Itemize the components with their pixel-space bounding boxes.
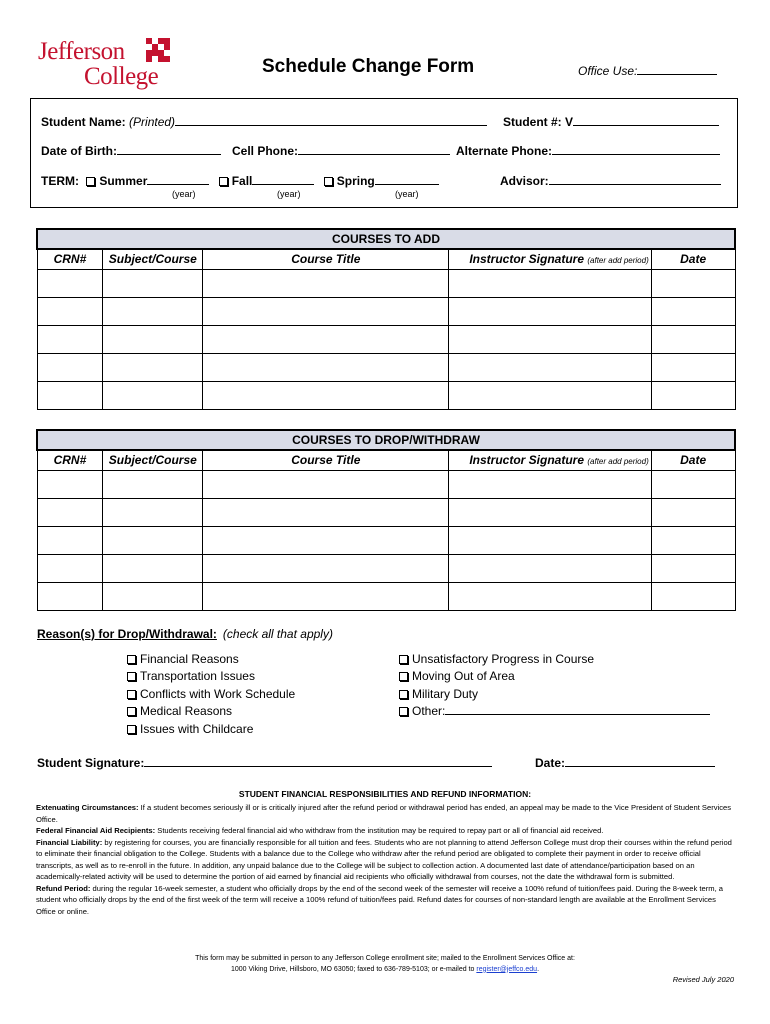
add-cell[interactable]: [449, 297, 651, 325]
reasons-heading: [37, 627, 333, 641]
drop-col-signature: [449, 450, 651, 470]
reason-checkbox[interactable]: [399, 690, 408, 699]
drop-cell[interactable]: [37, 582, 103, 610]
add-cell[interactable]: [37, 353, 103, 381]
student-number-blank[interactable]: [573, 114, 719, 126]
summer-checkbox[interactable]: [86, 177, 95, 186]
reason-checkbox[interactable]: [399, 655, 408, 664]
ffa-label: Federal Financial Aid Recipients:: [36, 826, 156, 835]
drop-col-title: Course Title: [203, 450, 449, 470]
reason-label: Unsatisfactory Progress in Course: [412, 652, 595, 666]
footer-line1: This form may be submitted in person to any Jefferson College enrollment site; mailed to the Enrollment Services Office at:: [195, 955, 575, 962]
term-field: [41, 173, 439, 188]
liability-text: by registering for courses, you are financially responsible for all tuition and fees. Students who are not planning to attend Jefferson College must drop their courses within the refund period to eliminate their financial obligation to the College. Students with a balance due to the College who withdraw after the refund period are obligated to complete their payment in order to receive official transcripts, as well as to re-enroll in the future. In addition, any unpaid balance due to the College will be subject to collection action. A documented last date of attendance/participation based on an academically-related activity will be used to determine the portion of aid earned by financial aid recipients who officially withdrawal from courses, not the date the withdrawal form is submitted.: [36, 837, 732, 881]
alt-phone-label: Alternate Phone:: [456, 144, 553, 158]
office-use-field: [578, 64, 717, 78]
drop-cell[interactable]: [449, 470, 651, 498]
courses-to-add-table: [36, 228, 736, 410]
drop-col-subject: Subject/Course: [103, 450, 203, 470]
drop-cell[interactable]: [103, 582, 203, 610]
add-col-crn: CRN#: [37, 249, 103, 269]
drop-row: [37, 526, 735, 554]
add-col-signature: [449, 249, 651, 269]
drop-cell[interactable]: [203, 554, 449, 582]
dob-label: Date of Birth:: [41, 144, 117, 158]
reason-checkbox[interactable]: [127, 690, 136, 699]
reason-label: Transportation Issues: [140, 669, 255, 684]
email-link[interactable]: register@jeffco.edu: [476, 965, 538, 973]
student-number-label: Student #: V: [503, 115, 574, 129]
spring-year-blank[interactable]: [375, 173, 439, 185]
drop-cell[interactable]: [37, 526, 103, 554]
reason-checkbox[interactable]: [127, 672, 136, 681]
logo-checker-icon: [146, 38, 170, 62]
financial-info: [36, 802, 736, 917]
drop-col-crn: CRN#: [37, 450, 103, 470]
add-row: [37, 381, 735, 409]
signature-date-field: [535, 755, 715, 770]
add-cell[interactable]: [449, 269, 651, 297]
drop-cell[interactable]: [37, 498, 103, 526]
reasons-right-list: [399, 651, 710, 721]
footer-line2: [0, 965, 770, 976]
liability-paragraph: [36, 837, 736, 883]
student-name-blank[interactable]: [175, 114, 487, 126]
reason-label: Medical Reasons: [140, 704, 233, 719]
financial-title: STUDENT FINANCIAL RESPONSIBILITIES AND REFUND INFORMATION:: [238, 789, 532, 799]
add-row: [37, 353, 735, 381]
drop-row: [37, 470, 735, 498]
add-cell[interactable]: [651, 297, 735, 325]
student-signature-blank[interactable]: [144, 755, 492, 767]
spring-year-hint: (year): [395, 189, 419, 199]
drop-cell[interactable]: [449, 526, 651, 554]
add-cell[interactable]: [651, 269, 735, 297]
drop-col-signature-note: (after add period): [587, 457, 649, 466]
footer-address: 1000 Viking Drive, Hillsboro, MO 63050; faxed to 636-789-5103; or e-mailed to: [230, 965, 477, 973]
logo-line1: Jefferson: [38, 38, 125, 65]
add-cell[interactable]: [203, 297, 449, 325]
dob-blank[interactable]: [117, 143, 221, 155]
reason-item: [399, 686, 710, 703]
add-col-signature-label: Instructor Signature: [469, 252, 585, 266]
add-col-title: Course Title: [203, 249, 449, 269]
summer-year-hint: (year): [172, 189, 196, 199]
add-cell[interactable]: [449, 353, 651, 381]
drop-table-title: COURSES TO DROP/WITHDRAW: [37, 430, 735, 450]
college-logo: [36, 36, 176, 96]
reason-item: [127, 703, 295, 720]
ffa-paragraph: [36, 825, 736, 837]
signature-date-label: Date:: [535, 756, 566, 770]
add-cell[interactable]: [103, 353, 203, 381]
add-cell[interactable]: [651, 381, 735, 409]
drop-cell[interactable]: [651, 526, 735, 554]
extenuating-text: If a student becomes seriously ill or is critically injured after the refund period or withdrawal period has ended, an appeal may be made to the Vice President of Student Services Office.: [36, 803, 732, 824]
drop-cell[interactable]: [449, 582, 651, 610]
student-signature-field: [37, 755, 492, 770]
refund-paragraph: [36, 883, 736, 918]
reason-checkbox[interactable]: [399, 672, 408, 681]
reason-checkbox[interactable]: [127, 725, 136, 734]
add-cell[interactable]: [449, 381, 651, 409]
add-row: [37, 297, 735, 325]
drop-cell[interactable]: [449, 498, 651, 526]
student-name-field: [41, 114, 487, 129]
summer-year-blank[interactable]: [147, 173, 209, 185]
fall-year-blank[interactable]: [252, 173, 314, 185]
reason-item: [127, 651, 295, 668]
drop-cell[interactable]: [449, 554, 651, 582]
advisor-field: [500, 173, 721, 188]
add-cell[interactable]: [651, 353, 735, 381]
add-cell[interactable]: [103, 297, 203, 325]
courses-to-drop-table: [36, 429, 736, 611]
student-number-field: [503, 114, 719, 129]
add-cell[interactable]: [203, 325, 449, 353]
add-cell[interactable]: [103, 381, 203, 409]
ffa-text: Students receiving federal financial aid who withdraw from the institution may be required to repay part or all of financial aid received.: [155, 826, 604, 835]
drop-row: [37, 582, 735, 610]
reason-item: [127, 668, 295, 685]
drop-cell[interactable]: [203, 498, 449, 526]
reason-checkbox[interactable]: [399, 707, 408, 716]
drop-cell[interactable]: [651, 582, 735, 610]
drop-cell[interactable]: [203, 582, 449, 610]
student-signature-label: Student Signature:: [37, 756, 145, 770]
reason-label: Other:: [412, 704, 446, 719]
alt-phone-blank[interactable]: [552, 143, 720, 155]
refund-text: during the regular 16-week semester, a student who officially drops by the end of the second week of the semester will receive a 100% refund of tuition/fees paid. During the 8-week term, a student who officially drops by the end of the first week of the term will receive a 100% refund of tuition/fees paid. Refund dates for courses of non-standard length are available at the Enrollment Services Office or online.: [36, 883, 724, 916]
student-name-hint: (Printed): [129, 115, 176, 129]
office-use-blank[interactable]: [637, 64, 717, 75]
reasons-hint: (check all that apply): [222, 627, 333, 641]
add-cell[interactable]: [203, 353, 449, 381]
office-use-label: Office Use:: [578, 64, 638, 78]
reason-label: Military Duty: [412, 686, 479, 701]
student-name-label: Student Name:: [41, 115, 126, 129]
student-info-box: [30, 98, 738, 208]
add-cell[interactable]: [37, 381, 103, 409]
reason-label: Issues with Childcare: [140, 721, 254, 736]
logo-line2: College: [84, 63, 159, 90]
reason-label: Financial Reasons: [140, 652, 239, 666]
drop-cell[interactable]: [651, 554, 735, 582]
advisor-blank[interactable]: [549, 173, 721, 185]
reason-item: [399, 703, 710, 720]
cell-phone-field: [232, 143, 450, 158]
extenuating-label: Extenuating Circumstances:: [36, 803, 139, 812]
fall-year-hint: (year): [277, 189, 301, 199]
fall-checkbox[interactable]: [219, 177, 228, 186]
add-row: [37, 269, 735, 297]
cell-phone-label: Cell Phone:: [232, 144, 299, 158]
add-cell[interactable]: [103, 269, 203, 297]
drop-cell[interactable]: [651, 498, 735, 526]
add-cell[interactable]: [449, 325, 651, 353]
alt-phone-field: [456, 143, 720, 158]
drop-cell[interactable]: [37, 470, 103, 498]
dob-field: [41, 143, 221, 158]
term-label: TERM:: [41, 174, 79, 188]
add-cell[interactable]: [651, 325, 735, 353]
drop-cell[interactable]: [37, 554, 103, 582]
reason-item: [127, 721, 295, 738]
spring-checkbox[interactable]: [324, 177, 333, 186]
advisor-label: Advisor:: [500, 174, 549, 188]
signature-date-blank[interactable]: [565, 755, 715, 767]
add-col-signature-note: (after add period): [587, 256, 649, 265]
add-col-date: Date: [651, 249, 735, 269]
spring-label: Spring: [336, 174, 375, 188]
add-cell[interactable]: [103, 325, 203, 353]
drop-cell[interactable]: [103, 554, 203, 582]
reason-checkbox[interactable]: [127, 655, 136, 664]
drop-col-date: Date: [651, 450, 735, 470]
liability-label: Financial Liability:: [36, 837, 103, 847]
drop-row: [37, 498, 735, 526]
add-row: [37, 325, 735, 353]
revised-date: Revised July 2020: [672, 975, 734, 984]
reason-checkbox[interactable]: [127, 707, 136, 716]
extenuating-paragraph: [36, 802, 736, 825]
drop-cell[interactable]: [203, 470, 449, 498]
add-table-title: COURSES TO ADD: [37, 229, 735, 249]
add-cell[interactable]: [37, 269, 103, 297]
drop-cell[interactable]: [103, 498, 203, 526]
add-cell[interactable]: [37, 325, 103, 353]
submission-footer: [0, 954, 770, 975]
form-title: Schedule Change Form: [262, 56, 475, 77]
drop-col-signature-label: Instructor Signature: [469, 453, 585, 467]
drop-cell[interactable]: [103, 470, 203, 498]
add-cell[interactable]: [203, 381, 449, 409]
summer-label: Summer: [99, 174, 148, 188]
refund-label: Refund Period:: [36, 883, 91, 893]
drop-cell[interactable]: [651, 470, 735, 498]
fall-label: Fall: [231, 174, 253, 188]
drop-row: [37, 554, 735, 582]
drop-cell[interactable]: [203, 526, 449, 554]
footer-period: .: [537, 965, 540, 973]
add-cell[interactable]: [37, 297, 103, 325]
drop-cell[interactable]: [103, 526, 203, 554]
reason-label: Conflicts with Work Schedule: [140, 686, 296, 701]
add-cell[interactable]: [203, 269, 449, 297]
add-col-subject: Subject/Course: [103, 249, 203, 269]
reason-item: [399, 651, 710, 668]
reason-label: Moving Out of Area: [412, 669, 515, 684]
reasons-left-list: [127, 651, 295, 738]
reason-item: [399, 668, 710, 685]
reason-item: [127, 686, 295, 703]
other-reason-blank[interactable]: [445, 703, 710, 715]
cell-phone-blank[interactable]: [298, 143, 450, 155]
reasons-title: Reason(s) for Drop/Withdrawal:: [37, 627, 217, 641]
